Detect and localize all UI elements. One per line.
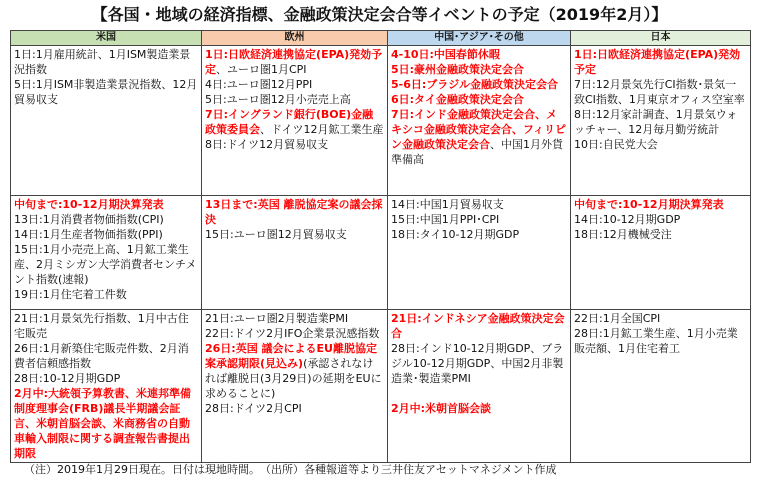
column-header-japan: 日本 [571,31,751,46]
event-line [391,386,567,401]
cell-europe-mid [202,196,388,310]
event-text: 5日:ユーロ圏12月小売売上高 [205,93,351,106]
event-line [205,107,384,137]
event-line [14,77,198,107]
event-text: 28日:インド10-12月期GDP、ブラジル10-12月期GDP、中国2月非製造業･製造業PMI [391,342,564,385]
footnote: （注）2019年1月29日現在。日付は現地時間。 （出所）各種報道等より三井住友アセットマネジメント作成 [24,463,557,476]
event-text: 1日:日欧経済連携協定(EPA)発効予定 [205,48,383,76]
event-text: 5日:1月ISM非製造業景況指数、12月貿易収支 [14,78,198,106]
event-line [391,227,567,242]
event-line [14,47,198,77]
table-row-early-feb [11,46,751,196]
event-text: 18日:タイ10-12月期GDP [391,228,520,241]
event-text: 中旬まで:10-12月期決算発表 [14,198,164,211]
event-text: 4日:ユーロ圏12月PPI [205,78,313,91]
table-header-row [11,31,751,46]
event-text: 2月中:大統領予算教書、米連邦準備制度理事会(FRB)議長半期議会証言、米朝首脳会談、米商務省の自動車輸入制限に関する調査報告書提出期限 [14,387,192,460]
event-line [391,107,567,167]
event-line [391,62,567,77]
event-text: 4-10日:中国春節休暇 [391,48,500,61]
cell-us-late [11,310,202,463]
event-line [391,401,567,416]
event-text: 中旬まで:10-12月期決算発表 [574,198,724,211]
event-line [205,401,384,416]
cell-asia-early [388,46,571,196]
cell-asia-mid [388,196,571,310]
event-line [574,212,747,227]
event-schedule-table [10,30,751,463]
event-text: 5日:豪州金融政策決定会合 [391,63,525,76]
event-line [574,197,747,212]
event-text: (承認されなければ離脱日(3月29日)の延期をEUに求めることに) [205,357,382,400]
event-line [14,287,198,302]
event-text: 10日:自民党大会 [574,138,658,151]
event-line [574,77,747,107]
event-text: 8日:ドイツ12月貿易収支 [205,138,329,151]
event-text: 28日:1月鉱工業生産、1月小売業販売額、1月住宅着工 [574,327,738,355]
event-line [205,227,384,242]
cell-japan-late [571,310,751,463]
event-line [574,137,747,152]
cell-europe-early [202,46,388,196]
event-line [205,326,384,341]
event-text: 14日:中国1月貿易収支 [391,198,504,211]
event-line [205,311,384,326]
event-line [14,197,198,212]
event-line [205,92,384,107]
event-text: 19日:1月住宅着工件数 [14,288,127,301]
event-text: 21日:ユーロ圏2月製造業PMI [205,312,349,325]
cell-europe-late [202,310,388,463]
event-line [205,137,384,152]
event-text: 7日:12月景気先行CI指数･景気一致CI指数、1月東京オフィス空室率 [574,78,745,106]
cell-japan-mid [571,196,751,310]
event-line [205,47,384,77]
event-line [14,227,198,242]
event-line [14,371,198,386]
event-text: 7日:イングランド銀行(BOE)金融政策委員会 [205,108,374,136]
page-title: 【各国・地域の経済指標、金融政策決定会合等イベントの予定（2019年2月）】 [91,5,668,24]
event-line [14,341,198,371]
event-line [14,386,198,461]
event-text: 28日:ドイツ2月CPI [205,402,302,415]
event-line [14,212,198,227]
event-text: 22日:1月全国CPI [574,312,661,325]
event-text: 15日:中国1月PPI･CPI [391,213,500,226]
column-header-china-asia-other: 中国･アジア･その他 [388,31,571,46]
event-text: 15日:ユーロ圏12月貿易収支 [205,228,347,241]
event-text: 18日:12月機械受注 [574,228,672,241]
event-text: 14日:10-12月期GDP [574,213,681,226]
event-line [14,242,198,287]
event-line [574,311,747,326]
cell-us-mid [11,196,202,310]
cell-asia-late [388,310,571,463]
event-line [574,227,747,242]
event-text: 5-6日:ブラジル金融政策決定会合 [391,78,558,91]
event-line [391,92,567,107]
event-line [391,212,567,227]
event-text: 26日:1月新築住宅販売件数、2月消費者信頼感指数 [14,342,189,370]
cell-us-early [11,46,202,196]
event-text: 1日:1月雇用統計、1月ISM製造業景況指数 [14,48,191,76]
event-line [14,311,198,341]
event-text: 、ドイツ12月鉱工業生産 [260,123,384,136]
table-row-late-feb [11,310,751,463]
event-line [391,311,567,341]
event-line [205,341,384,401]
column-header-us: 米国 [11,31,202,46]
event-line [391,197,567,212]
event-text: 15日:1月小売売上高、1月鉱工業生産、2月ミシガン大学消費者センチメント指数(速報) [14,243,197,286]
event-line [391,341,567,386]
event-text: 8日:12月家計調査、1月景気ウォッチャー、12月毎月勤労統計 [574,108,738,136]
event-text: 7日:インド金融政策決定会合、メキシコ金融政策決定会合、フィリピン金融政策決定会合 [391,108,567,151]
event-text: 1日:日欧経済連携協定(EPA)発効予定 [574,48,741,76]
event-line [574,326,747,356]
event-text: 13日:1月消費者物価指数(CPI) [14,213,164,226]
event-text: 14日:1月生産者物価指数(PPI) [14,228,163,241]
event-text: 、中国1月外貨準備高 [391,138,563,166]
event-text: 6日:タイ金融政策決定会合 [391,93,524,106]
table-row-mid-feb [11,196,751,310]
event-text: 21日:インドネシア金融政策決定会合 [391,312,565,340]
event-line [574,107,747,137]
event-text: 28日:10-12月期GDP [14,372,121,385]
event-line [205,77,384,92]
event-line [391,77,567,92]
event-text: 2月中:米朝首脳会談 [391,402,492,415]
event-text: 22日:ドイツ2月IFO企業景況感指数 [205,327,380,340]
column-header-europe: 欧州 [202,31,388,46]
event-line [574,47,747,77]
event-line [391,47,567,62]
event-text: 26日:英国 議会によるEU離脱協定案承認期限(見込み) [205,342,377,370]
event-text: 13日まで:英国 離脱協定案の議会採決 [205,198,383,226]
cell-japan-early [571,46,751,196]
event-text: 、ユーロ圏1月CPI [216,63,307,76]
event-line [205,197,384,227]
event-text: 21日:1月景気先行指数、1月中古住宅販売 [14,312,189,340]
